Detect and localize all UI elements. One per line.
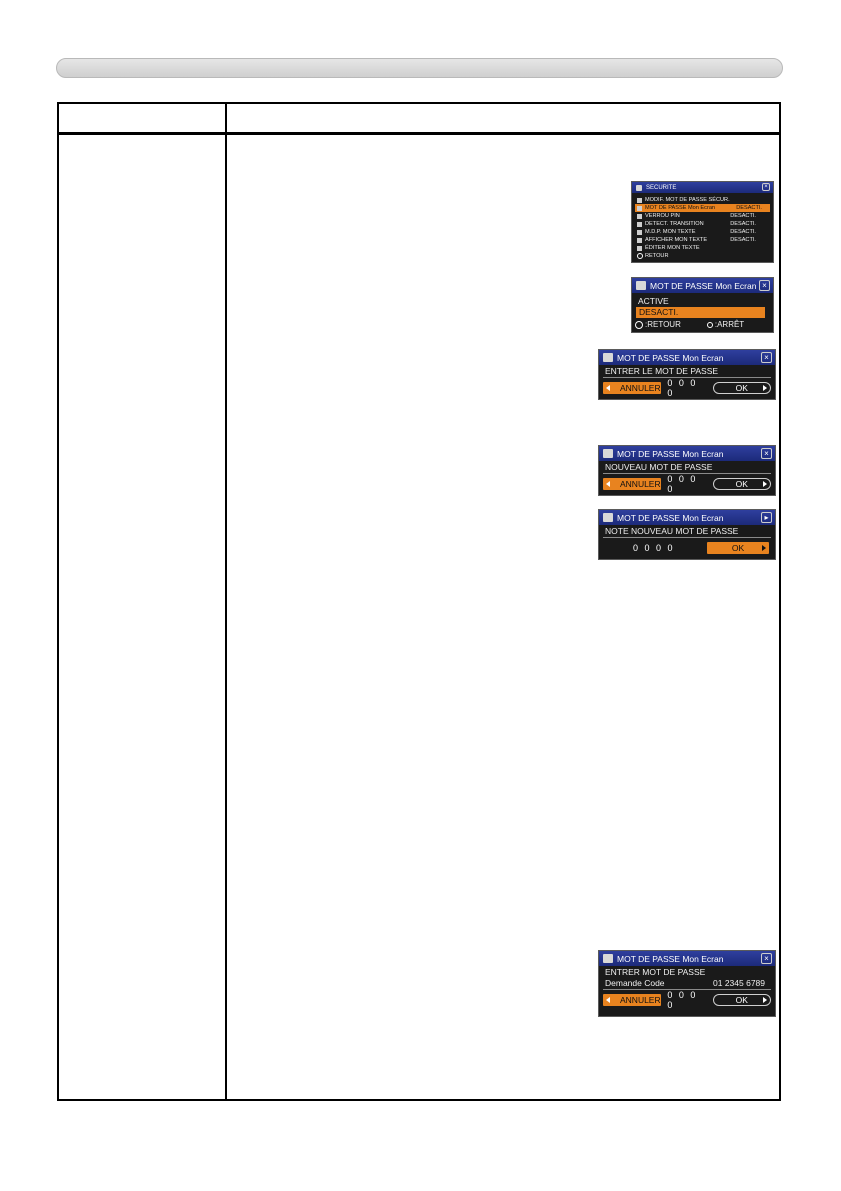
note-password-screen (598, 509, 776, 560)
enter-prompt: ENTRER LE MOT DE PASSE (605, 366, 719, 376)
menu-footer[interactable]: RETOUR (632, 252, 773, 260)
shield-icon (636, 185, 642, 191)
option-active[interactable]: ACTIVE (638, 296, 669, 306)
close-icon[interactable]: × (761, 352, 772, 363)
screen-lock-icon (603, 954, 613, 963)
password-row (603, 990, 771, 1010)
request-code-row (599, 977, 775, 989)
security-menu-title-bar (632, 182, 773, 193)
play-icon[interactable]: ▸ (761, 512, 772, 523)
request-code-screen (598, 950, 776, 1017)
left-arrow-icon (606, 481, 610, 487)
enter-title: MOT DE PASSE Mon Ecran (617, 352, 724, 363)
request-title-bar (599, 951, 775, 966)
text-lock-icon (637, 230, 642, 235)
screen-lock-icon (603, 513, 613, 522)
option-desactive[interactable]: DESACTI. (636, 307, 765, 318)
close-icon[interactable]: × (761, 953, 772, 964)
request-code-label: Demande Code (605, 978, 665, 988)
right-arrow-icon (762, 545, 766, 551)
screen-lock-icon (603, 353, 613, 362)
left-arrow-icon (606, 385, 610, 391)
section-header-bar (56, 58, 783, 78)
note-title-bar (599, 510, 775, 525)
new-title-bar (599, 446, 775, 461)
new-prompt: NOUVEAU MOT DE PASSE (605, 462, 713, 472)
close-icon[interactable]: × (761, 448, 772, 459)
password-row (603, 474, 771, 494)
transition-icon (637, 222, 642, 227)
toggle-title-bar (632, 278, 773, 293)
toggle-screen (631, 277, 774, 333)
back-arrow-icon (637, 253, 643, 259)
footer-back-label: :RETOUR (645, 320, 681, 329)
ok-button[interactable]: OK (713, 478, 772, 490)
password-digits[interactable]: 0 0 0 0 (667, 378, 698, 398)
menu-item-show-my-text[interactable]: AFFICHER MON TEXTE DESACTI. (632, 236, 773, 244)
menu-item-change-password[interactable]: MODIF. MOT DE PASSE SÉCUR. (632, 196, 773, 204)
ok-button[interactable]: OK (707, 542, 769, 554)
new-title: MOT DE PASSE Mon Ecran (617, 448, 724, 459)
menu-item-pin-lock[interactable]: VERROU PIN DESACTI. (632, 212, 773, 220)
menu-item-my-text-password[interactable]: M.D.P. MON TEXTE DESACTI. (632, 228, 773, 236)
menu-item-edit-my-text[interactable]: ÉDITER MON TEXTE (632, 244, 773, 252)
security-menu-screen (631, 181, 774, 263)
text-display-icon (637, 238, 642, 243)
edit-icon (637, 246, 642, 251)
right-arrow-icon (763, 385, 767, 391)
new-password-screen (598, 445, 776, 496)
screen-lock-icon (637, 206, 642, 211)
key-icon (637, 198, 642, 203)
security-menu-title: SECURITE (646, 184, 677, 191)
divider (603, 537, 771, 538)
left-arrow-icon (606, 997, 610, 1003)
screen-lock-icon (636, 281, 646, 290)
toggle-footer (632, 318, 773, 329)
request-code-value: 01 2345 6789 (713, 978, 765, 988)
table-header-rule (57, 132, 781, 135)
forward-arrow-icon[interactable] (707, 322, 713, 328)
close-icon[interactable]: × (762, 183, 770, 191)
password-row (603, 378, 771, 398)
cancel-button[interactable]: ANNULER (603, 994, 661, 1006)
menu-item-my-screen-password[interactable]: MOT DE PASSE Mon Ecran DESACTI. (635, 204, 770, 212)
back-arrow-icon[interactable] (635, 321, 643, 329)
request-prompt: ENTRER MOT DE PASSE (605, 967, 706, 977)
note-prompt: NOTE NOUVEAU MOT DE PASSE (605, 526, 739, 536)
request-title: MOT DE PASSE Mon Ecran (617, 953, 724, 964)
footer-stop-label: :ARRÊT (714, 320, 745, 329)
close-icon[interactable]: × (759, 280, 770, 291)
right-arrow-icon (763, 481, 767, 487)
enter-title-bar (599, 350, 775, 365)
password-row (603, 541, 771, 555)
password-digits[interactable]: 0 0 0 0 (667, 474, 698, 494)
ok-button[interactable]: OK (713, 382, 772, 394)
enter-password-screen (598, 349, 776, 400)
table-column-divider (225, 102, 227, 1101)
screen-lock-icon (603, 449, 613, 458)
cancel-button[interactable]: ANNULER (603, 382, 661, 394)
cancel-button[interactable]: ANNULER (603, 478, 661, 490)
menu-item-transition-detect[interactable]: DETECT. TRANSITION DESACTI. (632, 220, 773, 228)
pin-icon (637, 214, 642, 219)
ok-button[interactable]: OK (713, 994, 772, 1006)
password-digits[interactable]: 0 0 0 0 (667, 990, 698, 1010)
toggle-title: MOT DE PASSE Mon Ecran (650, 280, 757, 291)
password-digits: 0 0 0 0 (633, 543, 675, 553)
note-title: MOT DE PASSE Mon Ecran (617, 512, 724, 523)
right-arrow-icon (763, 997, 767, 1003)
